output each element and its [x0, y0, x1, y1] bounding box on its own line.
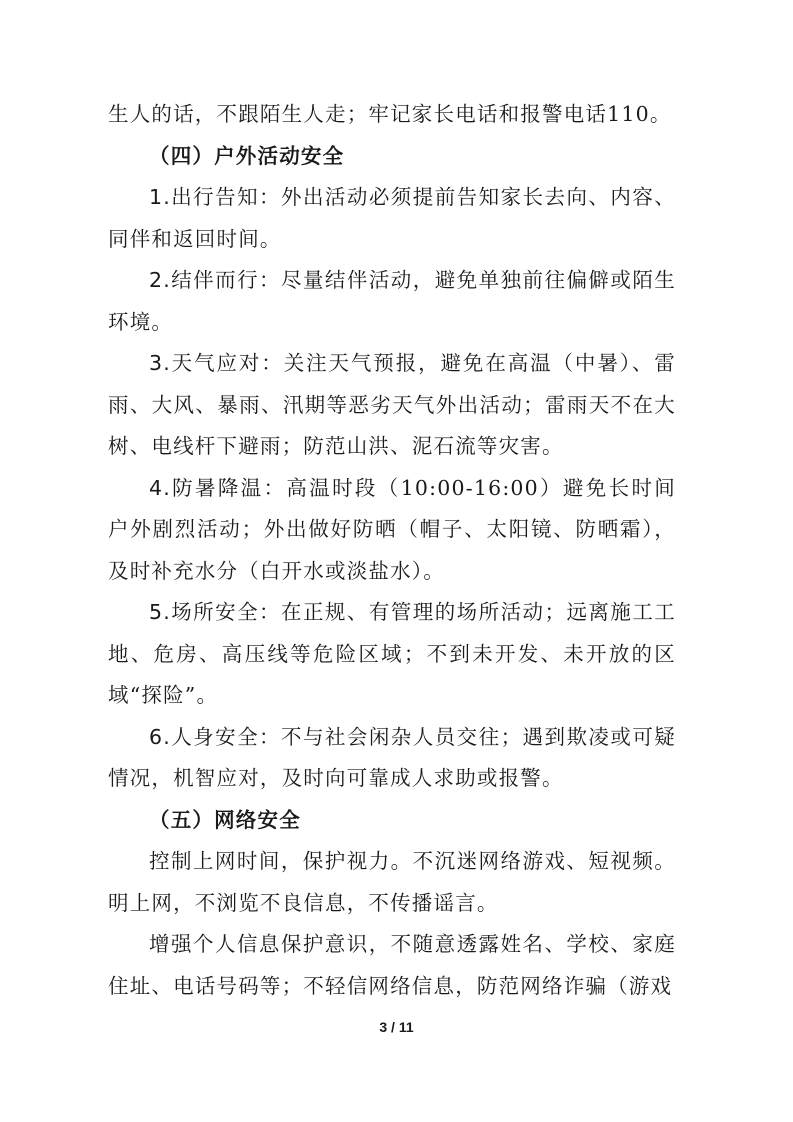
item-4-number: 4.: [149, 475, 171, 500]
network-paragraph-2: 增强个人信息保护意识，不随意透露姓名、学校、家庭住址、电话号码等；不轻信网络信息，防范网络诈骗（游戏: [108, 932, 676, 998]
section-5-heading: （五）网络安全: [149, 807, 301, 832]
item-6-number: 6.: [149, 724, 171, 749]
item-6: [108, 717, 676, 800]
item-4-text: 高温时段（10:00-16:00）避免长时间户外剧烈活动；外出做好防晒（帽子、太阳镜、防晒霜），及时补充水分（白开水或淡盐水）。: [108, 475, 677, 583]
item-4: [108, 468, 676, 593]
item-1: [108, 177, 676, 260]
item-5-number: 5.: [149, 600, 171, 624]
item-5-title: 场所安全：: [170, 600, 282, 624]
section-4-heading: （四）户外活动安全: [149, 143, 345, 168]
item-2: [108, 260, 676, 343]
item-2-title: 结伴而行：: [170, 268, 282, 292]
item-1-title: 出行告知：: [170, 185, 282, 209]
item-3: [108, 343, 676, 468]
document-body: [108, 94, 676, 1007]
item-4-title: 防暑降温：: [170, 475, 287, 500]
item-6-text: 不与社会闲杂人员交往；遇到欺凌或可疑情况，机智应对，及时向可靠成人求助或报警。: [108, 724, 676, 790]
item-5-text: 在正规、有管理的场所活动；远离施工工地、危房、高压线等危险区域；不到未开发、未开放的区域“探险”。: [108, 600, 676, 707]
item-3-number: 3.: [149, 351, 171, 375]
item-2-text: 尽量结伴活动，避免单独前往偏僻或陌生环境。: [108, 268, 676, 334]
item-2-number: 2.: [149, 268, 171, 292]
item-6-title: 人身安全：: [170, 724, 282, 749]
item-5: [108, 592, 676, 717]
item-1-text: 外出活动必须提前告知家长去向、内容、同伴和返回时间。: [108, 185, 676, 251]
page-number: 3 / 11: [379, 1019, 414, 1035]
intro-line: 生人的话，不跟陌生人走；牢记家长电话和报警电话110。: [108, 102, 672, 126]
network-paragraph-1: 控制上网时间，保护视力。不沉迷网络游戏、短视频。明上网，不浏览不良信息，不传播谣言。: [108, 849, 676, 915]
item-3-text: 关注天气预报，避免在高温（中暑）、雷雨、大风、暴雨、汛期等恶劣天气外出活动；雷雨天不在大树、电线杆下避雨；防范山洪、泥石流等灾害。: [108, 351, 676, 458]
item-3-title: 天气应对：: [170, 351, 284, 375]
item-1-number: 1.: [149, 185, 171, 209]
